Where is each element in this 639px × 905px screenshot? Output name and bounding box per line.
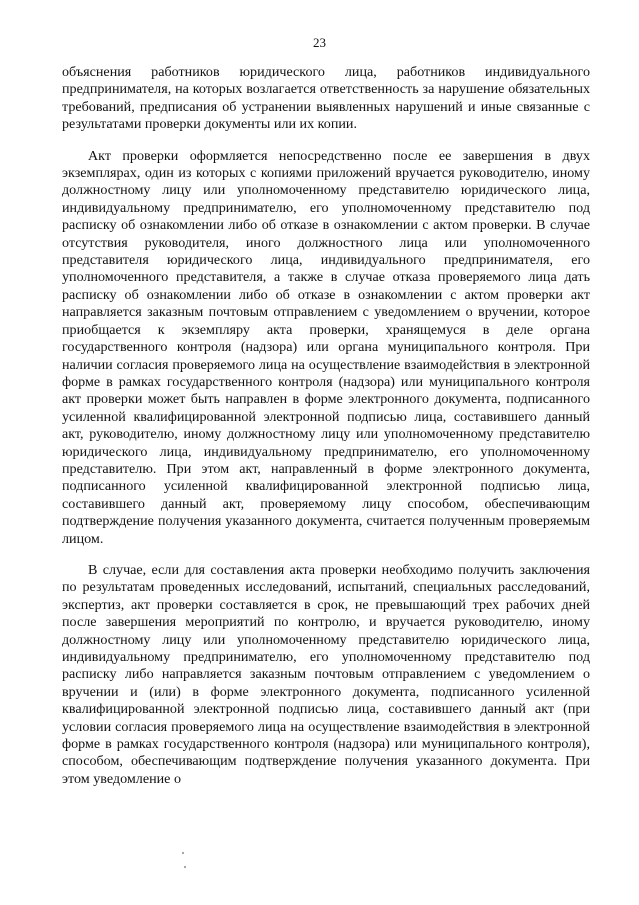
scan-speck: [182, 852, 184, 854]
paragraph-continuation: объяснения работников юридического лица, работников индивидуального предпринимателя, на которых возлагается ответственность за нарушение обязательных требований, предписания об устранении выявленных нарушений и иные связанные с результатами проверки документы или их копии.: [62, 64, 590, 133]
paragraph-act-delivery: Акт проверки оформляется непосредственно после ее завершения в двух экземплярах, один из которых с копиями приложений вручается руководителю, иному должностному лицу или уполномоченному представителю юридического лица, индивидуальному предпринимателю, его уполномоченному представителю под расписку об ознакомлении либо об отказе в ознакомлении с актом проверки. В случае отсутствия руководителя, иного должностного лица или уполномоченного представителя юридического лица, индивидуального предпринимателя, его уполномоченного представителя, а также в случае отказа проверяемого лица дать расписку об ознакомлении либо об отказе в ознакомлении с актом проверки акт направляется заказным почтовым отправлением с уведомлением о вручении, которое приобщается к экземпляру акта проверки, хранящемуся в деле органа государственного контроля (надзора) или органа муниципального контроля. При наличии согласия проверяемого лица на осуществление взаимодействия в электронной форме в рамках государственного контроля (надзора) или муниципального контроля акт проверки может быть направлен в форме электронного документа, подписанного усиленной квалифицированной электронной подписью лица, составившего данный акт, руководителю, иному должностному лицу или уполномоченному представителю юридического лица, индивидуальному предпринимателю, его уполномоченному представителю. При этом акт, направленный в форме электронного документа, подписанного усиленной квалифицированной электронной подписью лица, составившего данный акт, проверяемому лицу способом, обеспечивающим подтверждение получения указанного документа, считается полученным проверяемым лицом.: [62, 147, 590, 547]
document-body: [62, 64, 590, 788]
scan-speck: [184, 866, 186, 868]
paragraph-act-with-expertise: В случае, если для составления акта проверки необходимо получить заключения по результатам проведенных исследований, испытаний, специальных расследований, экспертиз, акт проверки составляется в срок, не превышающий трех рабочих дней после завершения мероприятий по контролю, и вручается руководителю, иному должностному лицу или уполномоченному представителю юридического лица, индивидуальному предпринимателю, его уполномоченному представителю под расписку либо направляется заказным почтовым отправлением с уведомлением о вручении и (или) в форме электронного документа, подписанного усиленной квалифицированной электронной подписью лица, составившего данный акт (при условии согласия проверяемого лица на осуществление взаимодействия в электронной форме в рамках государственного контроля (надзора) или муниципального контроля), способом, обеспечивающим подтверждение получения указанного документа. При этом уведомление о: [62, 561, 590, 787]
page-number: 23: [313, 35, 326, 50]
